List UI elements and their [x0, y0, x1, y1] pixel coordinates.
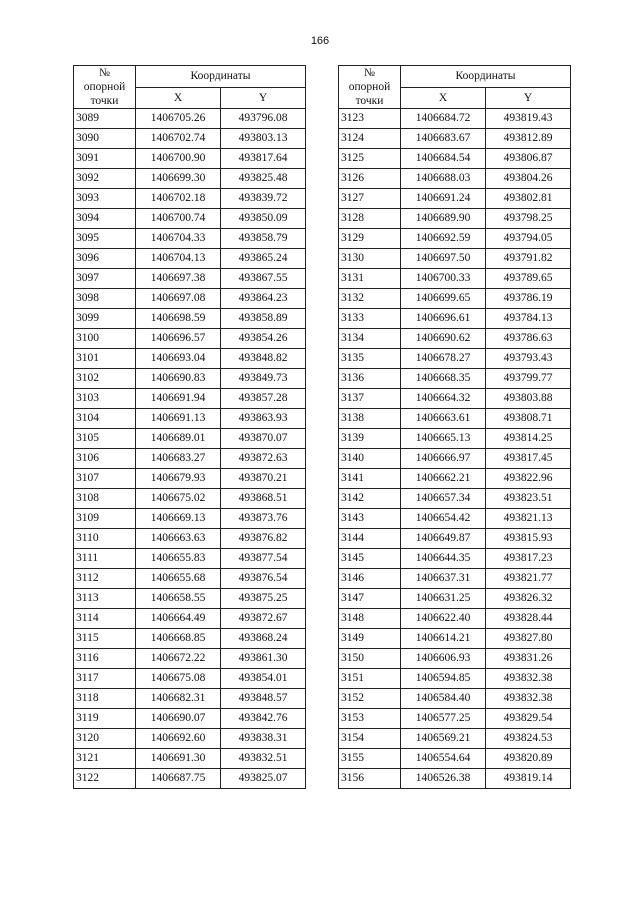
point-number-cell: 3146 — [339, 569, 401, 589]
table-row — [339, 289, 571, 309]
y-coordinate-cell: 493876.82 — [221, 529, 306, 549]
table-row — [339, 749, 571, 769]
table-row — [74, 209, 306, 229]
header-point-number — [74, 66, 136, 109]
y-coordinate-cell: 493872.67 — [221, 609, 306, 629]
table-row — [339, 529, 571, 549]
point-number-cell: 3150 — [339, 649, 401, 669]
y-coordinate-cell: 493850.09 — [221, 209, 306, 229]
point-number-cell: 3102 — [74, 369, 136, 389]
x-coordinate-cell: 1406678.27 — [401, 349, 486, 369]
y-coordinate-cell: 493808.71 — [486, 409, 571, 429]
table-row — [74, 729, 306, 749]
table-row — [74, 669, 306, 689]
point-number-label: № опорной точки — [83, 67, 126, 107]
table-row — [74, 189, 306, 209]
point-number-cell: 3100 — [74, 329, 136, 349]
table-row — [74, 129, 306, 149]
x-coordinate-cell: 1406687.75 — [136, 769, 221, 789]
table-row — [74, 529, 306, 549]
table-row — [74, 349, 306, 369]
table-row — [339, 649, 571, 669]
y-coordinate-cell: 493865.24 — [221, 249, 306, 269]
point-number-cell: 3093 — [74, 189, 136, 209]
x-coordinate-cell: 1406682.31 — [136, 689, 221, 709]
x-coordinate-cell: 1406672.22 — [136, 649, 221, 669]
x-coordinate-cell: 1406700.33 — [401, 269, 486, 289]
table-row — [339, 409, 571, 429]
table-row — [74, 309, 306, 329]
page-number: 166 — [310, 35, 330, 47]
x-coordinate-cell: 1406654.42 — [401, 509, 486, 529]
y-coordinate-cell: 493784.13 — [486, 309, 571, 329]
point-number-cell: 3113 — [74, 589, 136, 609]
y-coordinate-cell: 493817.23 — [486, 549, 571, 569]
header-point-number — [339, 66, 401, 109]
y-coordinate-cell: 493812.89 — [486, 129, 571, 149]
point-number-cell: 3144 — [339, 529, 401, 549]
y-coordinate-cell: 493842.76 — [221, 709, 306, 729]
point-number-cell: 3114 — [74, 609, 136, 629]
y-coordinate-cell: 493814.25 — [486, 429, 571, 449]
table-row — [339, 589, 571, 609]
x-coordinate-cell: 1406689.90 — [401, 209, 486, 229]
x-coordinate-cell: 1406684.54 — [401, 149, 486, 169]
x-coordinate-cell: 1406658.55 — [136, 589, 221, 609]
table-row — [339, 389, 571, 409]
y-coordinate-cell: 493821.77 — [486, 569, 571, 589]
point-number-cell: 3145 — [339, 549, 401, 569]
table-row — [339, 429, 571, 449]
y-coordinate-cell: 493786.63 — [486, 329, 571, 349]
y-coordinate-cell: 493863.93 — [221, 409, 306, 429]
x-coordinate-cell: 1406700.90 — [136, 149, 221, 169]
y-coordinate-cell: 493858.79 — [221, 229, 306, 249]
y-coordinate-cell: 493858.89 — [221, 309, 306, 329]
point-number-cell: 3151 — [339, 669, 401, 689]
table-row — [339, 489, 571, 509]
y-coordinate-cell: 493832.38 — [486, 669, 571, 689]
point-number-cell: 3131 — [339, 269, 401, 289]
y-coordinate-cell: 493832.51 — [221, 749, 306, 769]
table-row — [339, 269, 571, 289]
y-coordinate-cell: 493798.25 — [486, 209, 571, 229]
table-body — [74, 109, 306, 789]
x-coordinate-cell: 1406614.21 — [401, 629, 486, 649]
point-number-cell: 3089 — [74, 109, 136, 129]
y-coordinate-cell: 493872.63 — [221, 449, 306, 469]
table-row — [339, 709, 571, 729]
point-number-cell: 3121 — [74, 749, 136, 769]
point-number-label: № опорной точки — [348, 67, 391, 107]
point-number-cell: 3094 — [74, 209, 136, 229]
y-coordinate-cell: 493802.81 — [486, 189, 571, 209]
point-number-cell: 3120 — [74, 729, 136, 749]
table-row — [74, 429, 306, 449]
y-coordinate-cell: 493870.07 — [221, 429, 306, 449]
table-row — [339, 329, 571, 349]
point-number-cell: 3130 — [339, 249, 401, 269]
y-coordinate-cell: 493870.21 — [221, 469, 306, 489]
table-row — [339, 569, 571, 589]
point-number-cell: 3133 — [339, 309, 401, 329]
y-coordinate-cell: 493824.53 — [486, 729, 571, 749]
table-row — [74, 509, 306, 529]
y-coordinate-cell: 493864.23 — [221, 289, 306, 309]
x-coordinate-cell: 1406699.30 — [136, 169, 221, 189]
y-coordinate-cell: 493822.96 — [486, 469, 571, 489]
header-coordinates: Координаты — [401, 66, 571, 88]
x-coordinate-cell: 1406692.60 — [136, 729, 221, 749]
table-row — [339, 449, 571, 469]
point-number-cell: 3134 — [339, 329, 401, 349]
table-row — [74, 689, 306, 709]
y-coordinate-cell: 493819.14 — [486, 769, 571, 789]
x-coordinate-cell: 1406684.72 — [401, 109, 486, 129]
point-number-cell: 3124 — [339, 129, 401, 149]
point-number-cell: 3108 — [74, 489, 136, 509]
x-coordinate-cell: 1406691.24 — [401, 189, 486, 209]
coordinates-table-right — [338, 65, 571, 789]
point-number-cell: 3140 — [339, 449, 401, 469]
table-row — [339, 509, 571, 529]
point-number-cell: 3148 — [339, 609, 401, 629]
table-row — [339, 209, 571, 229]
point-number-cell: 3097 — [74, 269, 136, 289]
y-coordinate-cell: 493815.93 — [486, 529, 571, 549]
point-number-cell: 3136 — [339, 369, 401, 389]
point-number-cell: 3132 — [339, 289, 401, 309]
point-number-cell: 3129 — [339, 229, 401, 249]
y-coordinate-cell: 493838.31 — [221, 729, 306, 749]
table-row — [339, 689, 571, 709]
point-number-cell: 3128 — [339, 209, 401, 229]
point-number-cell: 3091 — [74, 149, 136, 169]
x-coordinate-cell: 1406693.04 — [136, 349, 221, 369]
table-row — [339, 109, 571, 129]
y-coordinate-cell: 493794.05 — [486, 229, 571, 249]
x-coordinate-cell: 1406683.27 — [136, 449, 221, 469]
point-number-cell: 3112 — [74, 569, 136, 589]
x-coordinate-cell: 1406696.57 — [136, 329, 221, 349]
table-row — [339, 249, 571, 269]
x-coordinate-cell: 1406692.59 — [401, 229, 486, 249]
point-number-cell: 3141 — [339, 469, 401, 489]
table-row — [74, 749, 306, 769]
x-coordinate-cell: 1406668.35 — [401, 369, 486, 389]
x-coordinate-cell: 1406675.08 — [136, 669, 221, 689]
table-row — [74, 149, 306, 169]
y-coordinate-cell: 493789.65 — [486, 269, 571, 289]
table-row — [339, 149, 571, 169]
x-coordinate-cell: 1406606.93 — [401, 649, 486, 669]
y-coordinate-cell: 493804.26 — [486, 169, 571, 189]
x-coordinate-cell: 1406554.64 — [401, 749, 486, 769]
point-number-cell: 3109 — [74, 509, 136, 529]
table-row — [74, 169, 306, 189]
point-number-cell: 3155 — [339, 749, 401, 769]
x-coordinate-cell: 1406644.35 — [401, 549, 486, 569]
x-coordinate-cell: 1406594.85 — [401, 669, 486, 689]
point-number-cell: 3154 — [339, 729, 401, 749]
x-coordinate-cell: 1406649.87 — [401, 529, 486, 549]
x-coordinate-cell: 1406657.34 — [401, 489, 486, 509]
point-number-cell: 3137 — [339, 389, 401, 409]
table-row — [74, 569, 306, 589]
x-coordinate-cell: 1406669.13 — [136, 509, 221, 529]
x-coordinate-cell: 1406690.83 — [136, 369, 221, 389]
table-row — [74, 109, 306, 129]
x-coordinate-cell: 1406577.25 — [401, 709, 486, 729]
x-coordinate-cell: 1406665.13 — [401, 429, 486, 449]
point-number-cell: 3127 — [339, 189, 401, 209]
point-number-cell: 3098 — [74, 289, 136, 309]
x-coordinate-cell: 1406697.38 — [136, 269, 221, 289]
point-number-cell: 3095 — [74, 229, 136, 249]
y-coordinate-cell: 493849.73 — [221, 369, 306, 389]
y-coordinate-cell: 493823.51 — [486, 489, 571, 509]
table-row — [74, 709, 306, 729]
table-row — [74, 649, 306, 669]
y-coordinate-cell: 493861.30 — [221, 649, 306, 669]
y-coordinate-cell: 493826.32 — [486, 589, 571, 609]
x-coordinate-cell: 1406690.62 — [401, 329, 486, 349]
point-number-cell: 3096 — [74, 249, 136, 269]
point-number-cell: 3156 — [339, 769, 401, 789]
y-coordinate-cell: 493848.57 — [221, 689, 306, 709]
y-coordinate-cell: 493820.89 — [486, 749, 571, 769]
point-number-cell: 3142 — [339, 489, 401, 509]
x-coordinate-cell: 1406663.61 — [401, 409, 486, 429]
point-number-cell: 3143 — [339, 509, 401, 529]
point-number-cell: 3105 — [74, 429, 136, 449]
x-coordinate-cell: 1406704.33 — [136, 229, 221, 249]
y-coordinate-cell: 493848.82 — [221, 349, 306, 369]
x-coordinate-cell: 1406631.25 — [401, 589, 486, 609]
y-coordinate-cell: 493867.55 — [221, 269, 306, 289]
x-coordinate-cell: 1406655.83 — [136, 549, 221, 569]
table-row — [339, 549, 571, 569]
table-row — [74, 409, 306, 429]
y-coordinate-cell: 493803.13 — [221, 129, 306, 149]
point-number-cell: 3149 — [339, 629, 401, 649]
x-coordinate-cell: 1406702.18 — [136, 189, 221, 209]
x-coordinate-cell: 1406700.74 — [136, 209, 221, 229]
table-row — [339, 349, 571, 369]
y-coordinate-cell: 493806.87 — [486, 149, 571, 169]
y-coordinate-cell: 493825.07 — [221, 769, 306, 789]
table-row — [74, 609, 306, 629]
y-coordinate-cell: 493857.28 — [221, 389, 306, 409]
table-row — [339, 669, 571, 689]
x-coordinate-cell: 1406688.03 — [401, 169, 486, 189]
table-row — [74, 629, 306, 649]
point-number-cell: 3111 — [74, 549, 136, 569]
y-coordinate-cell: 493819.43 — [486, 109, 571, 129]
x-coordinate-cell: 1406697.08 — [136, 289, 221, 309]
y-coordinate-cell: 493873.76 — [221, 509, 306, 529]
point-number-cell: 3122 — [74, 769, 136, 789]
y-coordinate-cell: 493799.77 — [486, 369, 571, 389]
table-row — [74, 449, 306, 469]
x-coordinate-cell: 1406663.63 — [136, 529, 221, 549]
y-coordinate-cell: 493875.25 — [221, 589, 306, 609]
x-coordinate-cell: 1406691.30 — [136, 749, 221, 769]
x-coordinate-cell: 1406702.74 — [136, 129, 221, 149]
x-coordinate-cell: 1406698.59 — [136, 309, 221, 329]
point-number-cell: 3118 — [74, 689, 136, 709]
table-row — [74, 329, 306, 349]
point-number-cell: 3107 — [74, 469, 136, 489]
x-coordinate-cell: 1406683.67 — [401, 129, 486, 149]
point-number-cell: 3101 — [74, 349, 136, 369]
x-coordinate-cell: 1406679.93 — [136, 469, 221, 489]
table-row — [339, 729, 571, 749]
point-number-cell: 3110 — [74, 529, 136, 549]
y-coordinate-cell: 493821.13 — [486, 509, 571, 529]
y-coordinate-cell: 493868.24 — [221, 629, 306, 649]
x-coordinate-cell: 1406690.07 — [136, 709, 221, 729]
table-row — [74, 269, 306, 289]
table-row — [74, 289, 306, 309]
table-row — [74, 249, 306, 269]
table-row — [74, 469, 306, 489]
y-coordinate-cell: 493827.80 — [486, 629, 571, 649]
y-coordinate-cell: 493854.01 — [221, 669, 306, 689]
point-number-cell: 3115 — [74, 629, 136, 649]
header-y: Y — [486, 87, 571, 109]
table-row — [74, 229, 306, 249]
point-number-cell: 3104 — [74, 409, 136, 429]
x-coordinate-cell: 1406675.02 — [136, 489, 221, 509]
table-row — [74, 549, 306, 569]
point-number-cell: 3125 — [339, 149, 401, 169]
y-coordinate-cell: 493791.82 — [486, 249, 571, 269]
point-number-cell: 3099 — [74, 309, 136, 329]
point-number-cell: 3135 — [339, 349, 401, 369]
y-coordinate-cell: 493828.44 — [486, 609, 571, 629]
point-number-cell: 3092 — [74, 169, 136, 189]
table-row — [339, 609, 571, 629]
x-coordinate-cell: 1406662.21 — [401, 469, 486, 489]
point-number-cell: 3153 — [339, 709, 401, 729]
x-coordinate-cell: 1406637.31 — [401, 569, 486, 589]
table-row — [74, 769, 306, 789]
point-number-cell: 3090 — [74, 129, 136, 149]
point-number-cell: 3147 — [339, 589, 401, 609]
y-coordinate-cell: 493839.72 — [221, 189, 306, 209]
table-row — [339, 469, 571, 489]
table-row — [339, 229, 571, 249]
table-row — [74, 389, 306, 409]
point-number-cell: 3123 — [339, 109, 401, 129]
x-coordinate-cell: 1406691.94 — [136, 389, 221, 409]
point-number-cell: 3139 — [339, 429, 401, 449]
x-coordinate-cell: 1406697.50 — [401, 249, 486, 269]
x-coordinate-cell: 1406664.32 — [401, 389, 486, 409]
header-y: Y — [221, 87, 306, 109]
point-number-cell: 3152 — [339, 689, 401, 709]
y-coordinate-cell: 493854.26 — [221, 329, 306, 349]
table-row — [339, 129, 571, 149]
point-number-cell: 3117 — [74, 669, 136, 689]
y-coordinate-cell: 493793.43 — [486, 349, 571, 369]
table-row — [339, 629, 571, 649]
header-x: X — [401, 87, 486, 109]
x-coordinate-cell: 1406689.01 — [136, 429, 221, 449]
x-coordinate-cell: 1406705.26 — [136, 109, 221, 129]
y-coordinate-cell: 493877.54 — [221, 549, 306, 569]
y-coordinate-cell: 493817.45 — [486, 449, 571, 469]
x-coordinate-cell: 1406704.13 — [136, 249, 221, 269]
point-number-cell: 3116 — [74, 649, 136, 669]
header-coordinates: Координаты — [136, 66, 306, 88]
x-coordinate-cell: 1406664.49 — [136, 609, 221, 629]
table-row — [74, 369, 306, 389]
x-coordinate-cell: 1406584.40 — [401, 689, 486, 709]
table-row — [339, 309, 571, 329]
x-coordinate-cell: 1406691.13 — [136, 409, 221, 429]
header-x: X — [136, 87, 221, 109]
table-row — [74, 489, 306, 509]
y-coordinate-cell: 493825.48 — [221, 169, 306, 189]
y-coordinate-cell: 493817.64 — [221, 149, 306, 169]
point-number-cell: 3119 — [74, 709, 136, 729]
table-row — [339, 169, 571, 189]
table-row — [339, 769, 571, 789]
x-coordinate-cell: 1406666.97 — [401, 449, 486, 469]
y-coordinate-cell: 493876.54 — [221, 569, 306, 589]
x-coordinate-cell: 1406569.21 — [401, 729, 486, 749]
table-row — [74, 589, 306, 609]
x-coordinate-cell: 1406655.68 — [136, 569, 221, 589]
table-row — [339, 369, 571, 389]
y-coordinate-cell: 493831.26 — [486, 649, 571, 669]
point-number-cell: 3103 — [74, 389, 136, 409]
x-coordinate-cell: 1406699.65 — [401, 289, 486, 309]
point-number-cell: 3106 — [74, 449, 136, 469]
x-coordinate-cell: 1406668.85 — [136, 629, 221, 649]
table-body — [339, 109, 571, 789]
y-coordinate-cell: 493832.38 — [486, 689, 571, 709]
x-coordinate-cell: 1406696.61 — [401, 309, 486, 329]
x-coordinate-cell: 1406526.38 — [401, 769, 486, 789]
y-coordinate-cell: 493868.51 — [221, 489, 306, 509]
y-coordinate-cell: 493803.88 — [486, 389, 571, 409]
table-row — [339, 189, 571, 209]
x-coordinate-cell: 1406622.40 — [401, 609, 486, 629]
point-number-cell: 3126 — [339, 169, 401, 189]
y-coordinate-cell: 493829.54 — [486, 709, 571, 729]
point-number-cell: 3138 — [339, 409, 401, 429]
coordinates-table-left — [73, 65, 306, 789]
y-coordinate-cell: 493796.08 — [221, 109, 306, 129]
y-coordinate-cell: 493786.19 — [486, 289, 571, 309]
